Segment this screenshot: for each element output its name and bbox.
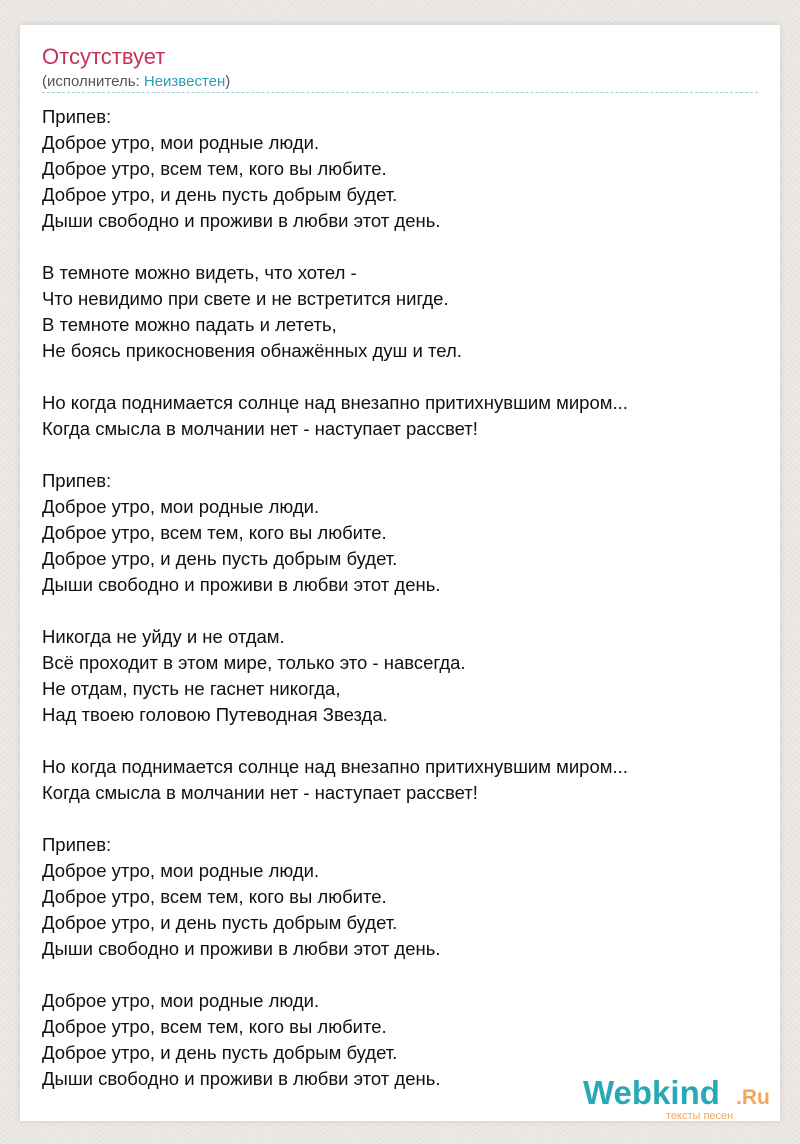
logo-name: Webkind (583, 1074, 720, 1111)
webkind-logo[interactable] (583, 1073, 783, 1123)
artist-link[interactable]: Неизвестен (143, 73, 226, 90)
artist-prefix: (исполнитель: (42, 73, 144, 90)
artist-line (42, 72, 230, 92)
logo-tld: .Ru (736, 1086, 770, 1109)
logo-tagline: тексты песен (666, 1110, 734, 1122)
song-title: Отсутствует (42, 44, 166, 69)
lyrics-text: Припев: Доброе утро, мои родные люди. Доброе утро, всем тем, кого вы любите. Доброе утро, и день пусть добрым будет. Дыши свободно и проживи в любви этот день. В темноте можно видеть, что хотел - Что невидимо при свете и не встретится нигде. В темноте можно падать и лететь, Не боясь прикосновения обнажённых душ и тел. Но когда поднимается солнце над внезапно притихнувшим миром... Когда смысла в молчании нет - наступает рассвет! Припев: Доброе утро, мои родные люди. Доброе утро, всем тем, кого вы любите. Доброе утро, и день пусть добрым будет. Дыши свободно и проживи в любви этот день. Никогда не уйду и не отдам. Всё проходит в этом мире, только это - навсегда. Не отдам, пусть не гаснет никогда, Над твоею головою Путеводная Звезда. Но когда поднимается солнце над внезапно притихнувшим миром... Когда смысла в молчании нет - наступает рассвет! Припев: Доброе утро, мои родные люди. Доброе утро, всем тем, кого вы любите. Доброе утро, и день пусть добрым будет. Дыши свободно и проживи в любви этот день. Доброе утро, мои родные люди. Доброе утро, всем тем, кого вы любите. Доброе утро, и день пусть добрым будет. Дыши свободно и проживи в любви этот день. (42, 106, 628, 1089)
artist-suffix: ) (225, 73, 231, 90)
lyrics-sheet (20, 25, 780, 1121)
title-divider (42, 92, 758, 93)
